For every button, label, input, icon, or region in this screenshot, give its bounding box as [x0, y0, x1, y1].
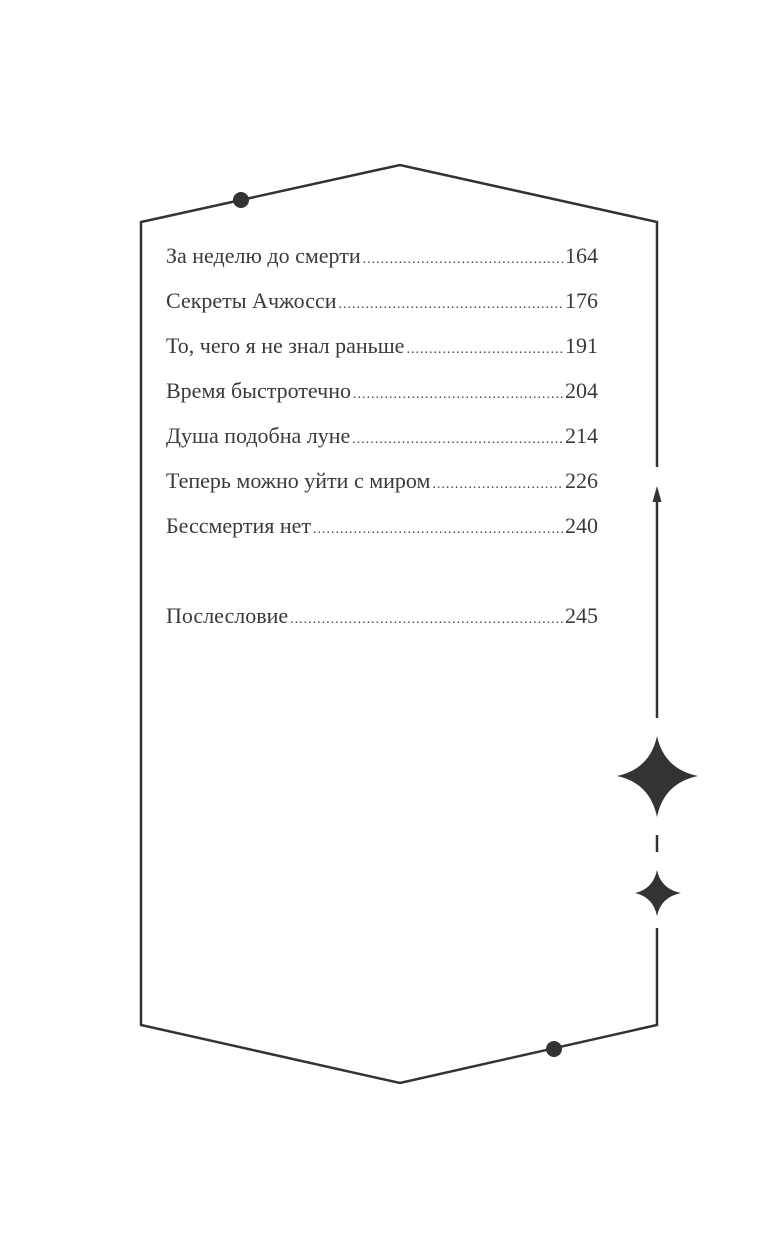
- toc-entry-page: 240: [565, 513, 598, 538]
- toc-entry-title: Бессмертия нет: [166, 513, 312, 538]
- toc-entry-page: 226: [565, 468, 598, 493]
- toc-entry[interactable]: [166, 513, 598, 558]
- toc-leader-dots: [406, 342, 563, 358]
- toc-leader-dots: [352, 432, 563, 448]
- toc-entry[interactable]: [166, 243, 598, 288]
- toc-entry-page: 176: [565, 288, 598, 313]
- toc-leader-dots: [290, 612, 563, 628]
- large-sparkle-icon: [617, 736, 698, 817]
- toc-leader-dots: [432, 477, 563, 493]
- toc-entry[interactable]: [166, 333, 598, 378]
- small-sparkle-icon: [635, 870, 681, 916]
- toc-entry-title: Послесловие: [166, 603, 289, 628]
- arrow-up-icon: [653, 486, 662, 502]
- toc-entry-title: Секреты Ачжосси: [166, 288, 337, 313]
- toc-leader-dots: [353, 387, 563, 403]
- toc-leader-dots: [313, 522, 563, 538]
- toc-entry-title: То, чего я не знал раньше: [166, 333, 405, 358]
- toc-entry-title: Душа подобна луне: [166, 423, 351, 448]
- toc-entry[interactable]: [166, 288, 598, 333]
- toc-entry-page: 245: [565, 603, 598, 628]
- toc-entry[interactable]: [166, 468, 598, 513]
- dot-ornament-bottom: [546, 1041, 562, 1057]
- toc-entry[interactable]: [166, 378, 598, 423]
- toc-entry-page: 204: [565, 378, 598, 403]
- toc-entry-title: За неделю до смерти: [166, 243, 361, 268]
- toc-entry-page: 164: [565, 243, 598, 268]
- table-of-contents: [166, 243, 598, 648]
- toc-entry[interactable]: [166, 423, 598, 468]
- dot-ornament-top: [233, 192, 249, 208]
- toc-entry-afterword[interactable]: [166, 603, 598, 648]
- toc-leader-dots: [363, 252, 563, 268]
- toc-entry-title: Теперь можно уйти с миром: [166, 468, 431, 493]
- toc-entry-page: 214: [565, 423, 598, 448]
- toc-entry-page: 191: [565, 333, 598, 358]
- toc-leader-dots: [339, 297, 563, 313]
- toc-entry-title: Время быстротечно: [166, 378, 351, 403]
